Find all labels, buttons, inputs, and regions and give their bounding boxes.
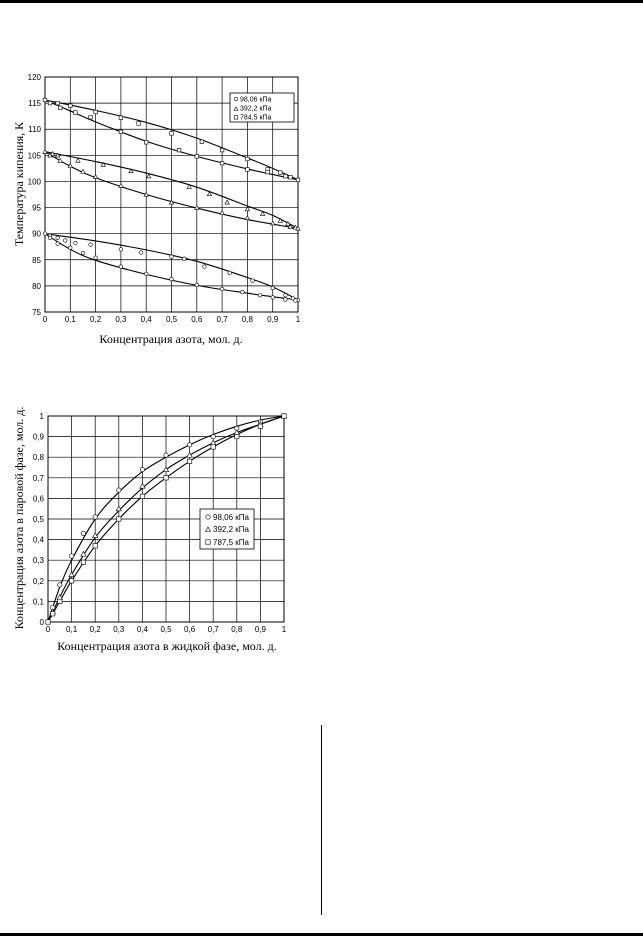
chart1-legend-label-1: 98,06 кПа (240, 96, 272, 104)
chart2-series-3-point (140, 494, 144, 498)
chart1-x-axis-label: Концентрация азота, мол. д. (99, 332, 243, 346)
chart2-series-2-point (211, 440, 216, 445)
chart1-x-tick-label: 0,2 (90, 315, 102, 324)
chart1-y-tick-label: 75 (32, 308, 41, 317)
chart2-series-3-point (258, 424, 262, 428)
chart2-series-3-point (46, 620, 50, 624)
chart2-series-3-point (69, 579, 73, 583)
chart2-y-axis-label: Концентрация азота в паровой фазе, мол. д. (12, 406, 26, 630)
chart2-series-1-point (58, 583, 62, 587)
chart2-series-1-point (69, 554, 73, 558)
chart2-series-3-point (58, 599, 62, 603)
chart2-x-tick-label: 0,3 (113, 625, 125, 634)
chart2-series-1-point (81, 531, 85, 535)
chart2-legend-circle-marker (206, 515, 210, 519)
chart1-x-tick-label: 0,4 (140, 315, 152, 324)
chart1-y-tick-label: 110 (28, 125, 41, 135)
chart1-x-tick-label: 0,3 (115, 315, 127, 324)
chart2-series-2-point (163, 467, 168, 472)
chart2-y-tick-label: 0,1 (32, 597, 44, 607)
chart1-x-tick-label: 0,5 (165, 315, 178, 324)
chart2-series-1-point (93, 515, 97, 519)
chart2-series-3-point (235, 434, 239, 438)
chart2-series-2-point (69, 572, 74, 577)
chart1-x-tick-label: 0,8 (241, 315, 253, 324)
chart2-x-tick-label: 0,1 (66, 625, 78, 634)
chart1-x-tick-label: 0,9 (267, 315, 279, 324)
chart1-y-tick-label: 115 (28, 99, 41, 109)
chart2-x-tick-label: 0,6 (184, 625, 196, 634)
chart2-series-3-point (187, 459, 191, 463)
chart2-series-3-point (117, 517, 121, 521)
chart2-x-tick-label: 1 (281, 625, 287, 634)
chart1-y-tick-label: 90 (32, 229, 41, 239)
chart1-y-tick-label: 100 (27, 177, 41, 187)
page-column-divider (321, 725, 322, 915)
chart2-y-tick-label: 0,7 (32, 473, 44, 483)
chart1-legend-label-3: 784,5 кПа (240, 114, 272, 122)
chart1-x-tick-label: 0 (42, 315, 48, 324)
chart1-y-tick-label: 105 (27, 151, 41, 161)
chart2-x-tick-label: 0,4 (136, 625, 148, 634)
chart1-y-axis-label: Температура кипения, К (12, 121, 26, 247)
chart2-y-tick-label: 0,3 (32, 556, 44, 566)
chart2-series-3-point (93, 544, 97, 548)
chart2-y-tick-label: 1 (39, 412, 44, 421)
chart2-series-1-point (187, 443, 191, 447)
chart1-y-tick-label: 95 (32, 203, 41, 213)
chart2-legend-square-marker (206, 540, 210, 544)
chart1-legend-label-2: 392,2 кПа (240, 105, 272, 113)
chart1-x-tick-label: 0,6 (191, 315, 203, 324)
chart1-x-tick-label: 0,1 (64, 315, 76, 324)
chart2-x-tick-label: 0,2 (89, 625, 101, 634)
chart2-legend-label-3: 787,5 кПа (213, 538, 249, 547)
chart2-series-1-point (140, 467, 144, 471)
chart2-series-2-point (187, 453, 192, 458)
chart2-series-3-point (81, 560, 85, 564)
chart2-x-tick-label: 0 (45, 625, 51, 634)
chart1-x-tick-label: 0,7 (216, 315, 228, 324)
chart2-y-tick-label: 0,5 (32, 515, 44, 524)
chart2-y-tick-label: 0,8 (32, 453, 44, 463)
chart2-series-3-point (211, 445, 215, 449)
chart2-x-tick-label: 0,5 (160, 625, 172, 634)
chart2-series-3-point (282, 414, 286, 418)
chart2-y-tick-label: 0 (39, 618, 44, 627)
chart1-y-tick-label: 80 (32, 281, 41, 291)
chart2-series-3-point (164, 476, 168, 480)
chart1-y-tick-label: 120 (27, 73, 41, 82)
chart2-series-1-point (117, 488, 121, 492)
chart2-y-tick-label: 0,9 (32, 432, 44, 442)
chart2-y-tick-label: 0,6 (32, 494, 44, 504)
chart2-y-tick-label: 0,2 (32, 576, 44, 586)
chart1-x-tick-label: 1 (295, 315, 301, 324)
chart2-x-axis-label: Концентрация азота в жидкой фазе, мол. д. (57, 639, 277, 653)
chart2-series-1-point (211, 434, 215, 438)
chart2-legend (200, 509, 254, 549)
chart2-x-tick-label: 0,8 (231, 625, 243, 634)
chart2-legend-label-1: 98,06 кПа (213, 513, 249, 522)
chart2-legend-label-2: 392,2 кПа (213, 525, 249, 534)
chart2-series-3-point (51, 612, 55, 616)
chart2-x-tick-label: 0,7 (207, 625, 219, 634)
chart2-x-tick-label: 0,9 (254, 625, 266, 634)
chart1-y-tick-label: 85 (32, 255, 41, 265)
chart2-y-tick-label: 0,4 (32, 535, 44, 545)
chart2-series-1-point (164, 453, 168, 457)
